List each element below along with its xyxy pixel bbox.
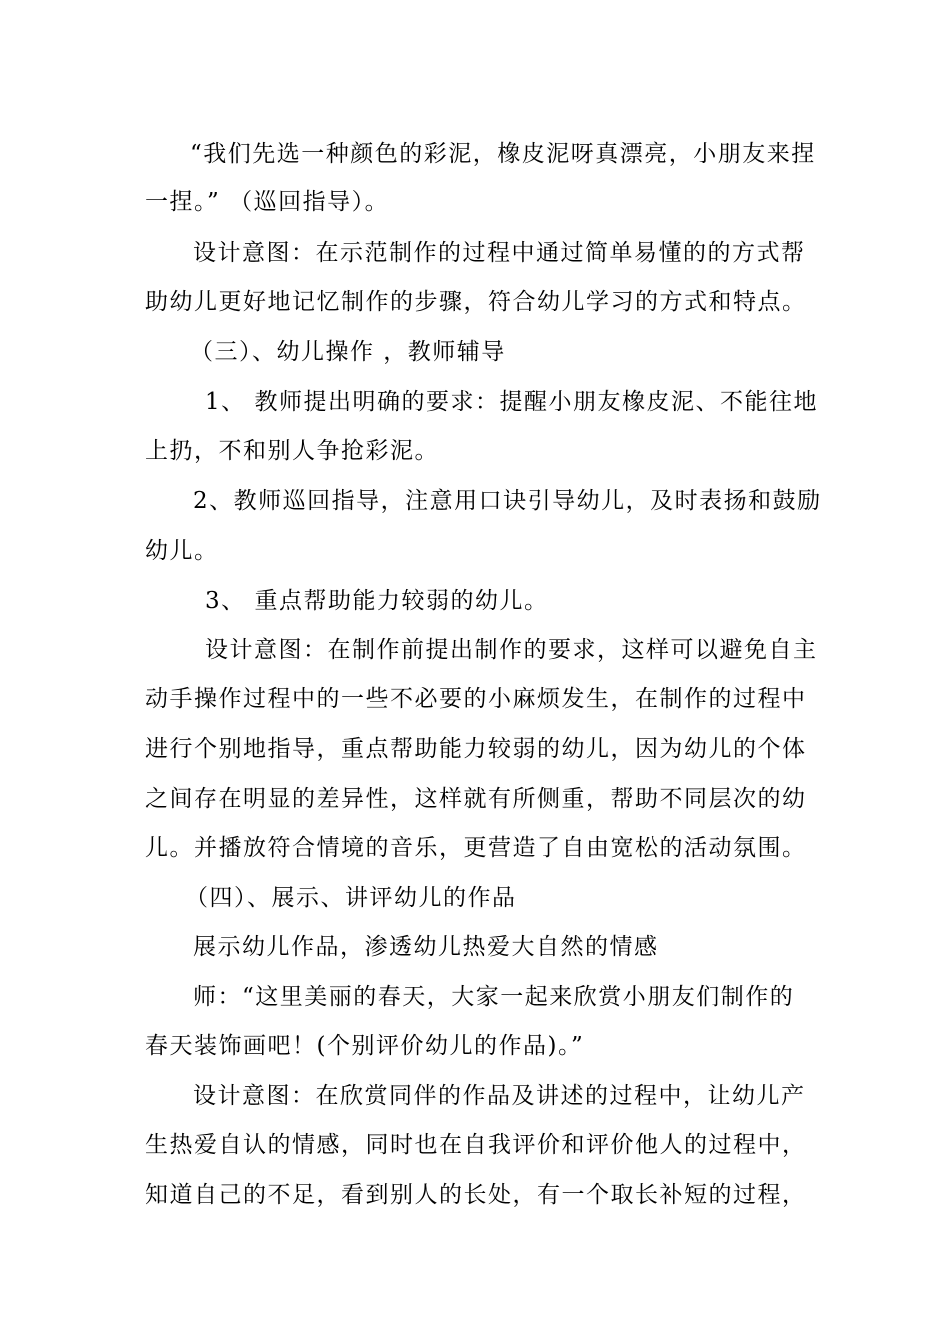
text-line-15: 儿。并播放符合情境的音乐，更营造了自由宽松的活动氛围。 bbox=[145, 835, 807, 861]
text-line-2: 一捏。” （巡回指导）。 bbox=[145, 189, 390, 215]
section-heading-4: （四）、展示、讲评幼儿的作品 bbox=[185, 885, 517, 911]
text-line-19: 春天装饰画吧！(个别评价幼儿的作品)。” bbox=[145, 1033, 585, 1059]
text-line-8: 2、教师巡回指导，注意用口诀引导幼儿，及时表扬和鼓励 bbox=[193, 488, 822, 514]
text-line-13: 进行个别地指导，重点帮助能力较弱的幼儿，因为幼儿的个体 bbox=[145, 736, 807, 762]
text-line-3: 设计意图：在示范制作的过程中通过简单易懂的的方式帮 bbox=[193, 240, 806, 266]
text-line-10: 3、 重点帮助能力较弱的幼儿。 bbox=[205, 588, 549, 614]
text-line-11: 设计意图：在制作前提出制作的要求，这样可以避免自主 bbox=[205, 637, 818, 663]
text-line-1: “我们先选一种颜色的彩泥，橡皮泥呀真漂亮，小朋友来捏 bbox=[190, 141, 816, 167]
text-line-7: 上扔，不和别人争抢彩泥。 bbox=[145, 438, 439, 464]
text-line-12: 动手操作过程中的一些不必要的小麻烦发生，在制作的过程中 bbox=[145, 686, 807, 712]
text-line-14: 之间存在明显的差异性，这样就有所侧重，帮助不同层次的幼 bbox=[145, 786, 807, 812]
text-line-22: 知道自己的不足，看到别人的长处，有一个取长补短的过程， bbox=[145, 1182, 807, 1208]
text-line-20: 设计意图：在欣赏同伴的作品及讲述的过程中，让幼儿产 bbox=[193, 1083, 806, 1109]
text-line-6: 1、 教师提出明确的要求：提醒小朋友橡皮泥、不能往地 bbox=[205, 389, 818, 415]
text-line-9: 幼儿。 bbox=[145, 538, 219, 564]
text-line-4: 助幼儿更好地记忆制作的步骤，符合幼儿学习的方式和特点。 bbox=[145, 289, 807, 315]
section-heading-3: （三）、幼儿操作 ，教师辅导 bbox=[190, 339, 506, 365]
text-line-21: 生热爱自认的情感，同时也在自我评价和评价他人的过程中， bbox=[145, 1132, 807, 1158]
text-line-18: 师：“这里美丽的春天，大家一起来欣赏小朋友们制作的 bbox=[193, 984, 795, 1010]
text-line-17: 展示幼儿作品，渗透幼儿热爱大自然的情感 bbox=[193, 934, 659, 960]
